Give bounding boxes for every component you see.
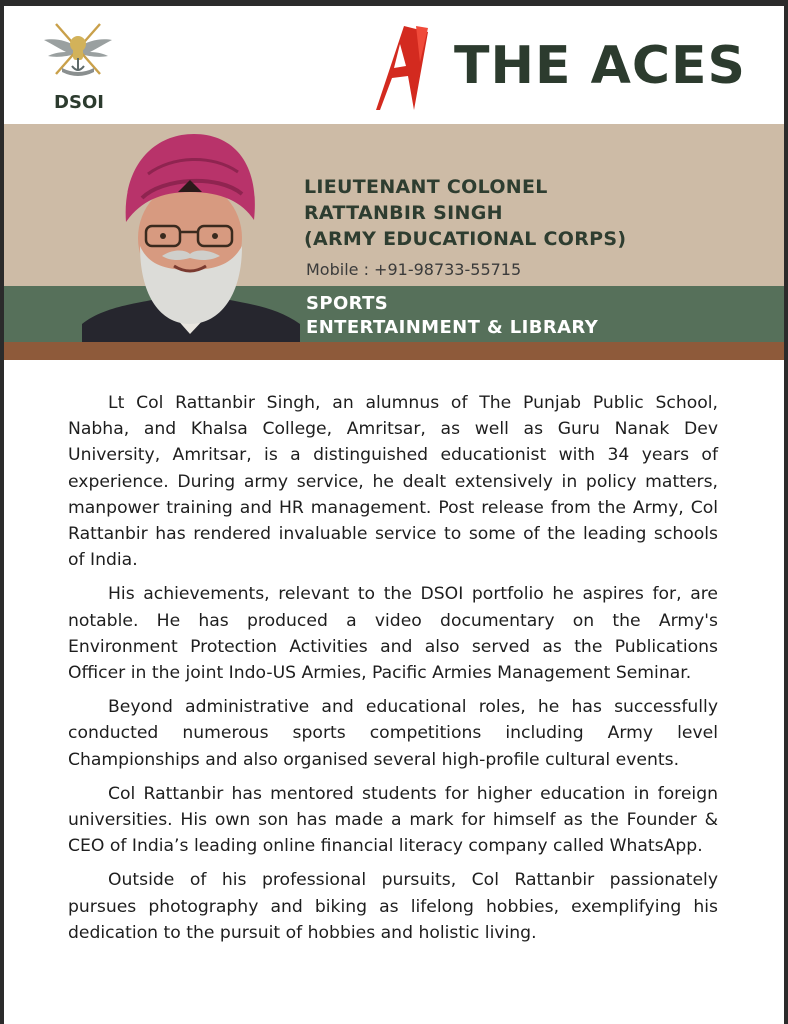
bio-paragraph: Beyond administrative and educational roles, he has successfully conducted numerous sports competitions including Army level Championships and also organised several high-profile cultural events. [68,697,718,770]
bio-paragraph: His achievements, relevant to the DSOI portfolio he aspires for, are notable. He has produced a video documentary on the Army's Environment Protection Activities and also served as the Publications Officer in the joint Indo-US Armies, Pacific Armies Management Seminar. [68,584,718,684]
portfolio-line-1: SPORTS [306,293,389,314]
header [4,6,784,124]
profile-mobile: Mobile : +91-98733-55715 [306,260,522,279]
bio-paragraph: Col Rattanbir has mentored students for higher education in foreign universities. His own son has made a mark for himself as the Founder & CEO of India’s leading online financial literacy company called WhatsApp. [68,783,718,857]
portfolio-line-2: ENTERTAINMENT & LIBRARY [306,317,599,338]
profile-rank: LIEUTENANT COLONEL [304,176,548,198]
divider-band [4,342,784,360]
dsoi-emblem-icon [40,18,116,82]
bio-paragraph: Outside of his professional pursuits, Col Rattanbir passionately pursues photography and biking as lifelong hobbies, exemplifying his dedication to the pursuit of hobbies and holistic living. [68,870,718,943]
bio-text [68,390,718,954]
portrait-image [82,128,300,342]
aces-logo-icon [370,26,430,110]
profile-corps: (ARMY EDUCATIONAL CORPS) [304,228,627,250]
profile-page [4,6,784,1024]
dsoi-label: DSOI [54,92,104,113]
bio-paragraph: Lt Col Rattanbir Singh, an alumnus of The Punjab Public School, Nabha, and Khalsa College, Amritsar, as well as Guru Nanak Dev University, Amritsar, is a distinguished educationist with 34 years of experience. During army service, he dealt extensively in policy matters, manpower training and HR management. Post release from the Army, Col Rattanbir has rendered invaluable service to some of the leading schools of India. [68,393,718,571]
header-title: THE ACES [454,36,746,96]
profile-name: RATTANBIR SINGH [304,202,503,224]
